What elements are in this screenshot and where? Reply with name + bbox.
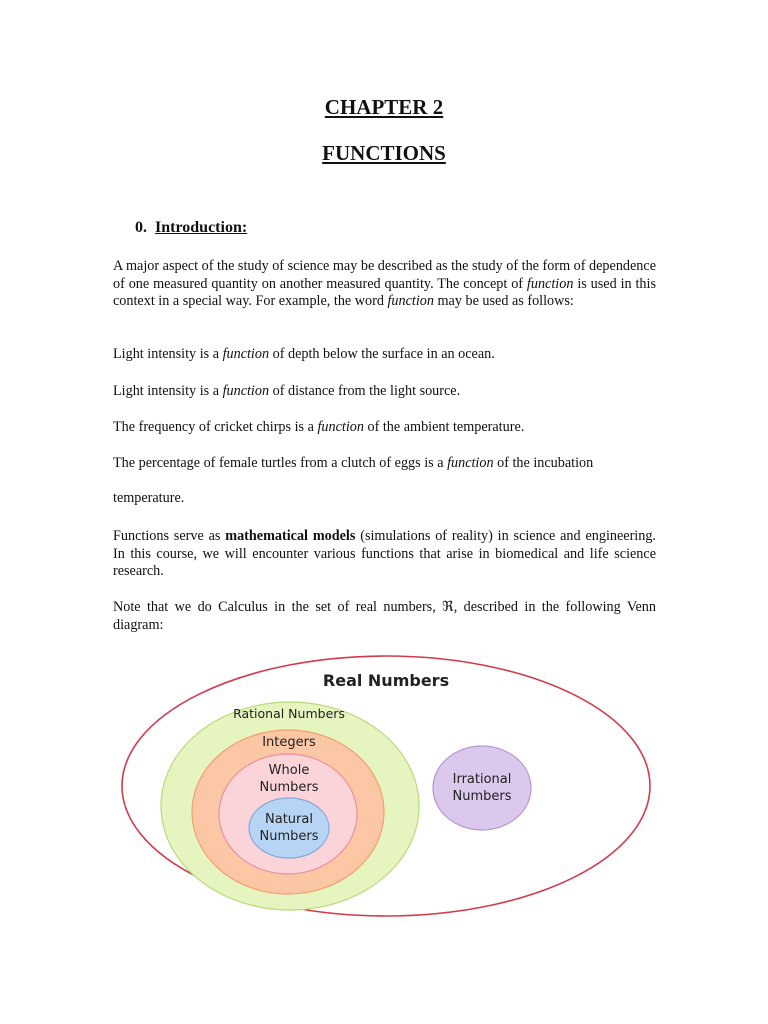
models-bold: mathematical models: [225, 528, 356, 544]
example-line-2: [113, 383, 460, 401]
integers-label: Integers: [262, 735, 316, 750]
example-text: of depth below the surface in an ocean.: [269, 346, 495, 362]
models-text-2: (simulations of reality) in science and engineering. In this course, we will encounter various functions that arise in biomedical and life science research.: [113, 528, 656, 580]
example-text: of distance from the light source.: [269, 383, 461, 399]
chapter-heading: CHAPTER 2: [324, 95, 444, 119]
natural-numbers-circle: [249, 798, 329, 858]
example-text: of the incubation: [493, 455, 594, 471]
intro-text-1: A major aspect of the study of science may be described as the study of the form of dependence of one measured quantity on another measured quantity. The concept of: [113, 258, 656, 292]
irrational-numbers-label-1: Irrational: [452, 772, 512, 787]
example-line-4-continued: temperature.: [113, 490, 185, 506]
example-text: Light intensity is a: [113, 346, 223, 362]
section-number: 0.: [135, 219, 147, 236]
example-emphasis: function: [222, 383, 270, 399]
example-text: Light intensity is a: [113, 383, 223, 399]
intro-paragraph: [113, 258, 656, 311]
irrational-numbers-circle: [433, 746, 531, 830]
chapter-title: FUNCTIONS: [322, 141, 446, 165]
rational-numbers-label: Rational Numbers: [233, 706, 345, 721]
note-paragraph: Note that we do Calculus in the set of real numbers, ℜ, described in the following Venn diagram:: [113, 599, 656, 633]
example-emphasis: function: [222, 346, 270, 362]
example-emphasis: function: [447, 455, 494, 471]
real-numbers-label: Real Numbers: [322, 671, 450, 690]
example-line-4: [113, 455, 593, 473]
example-text: The frequency of cricket chirps is a: [113, 419, 318, 435]
real-numbers-venn-diagram: [118, 652, 656, 920]
section-heading: [135, 219, 247, 237]
example-line-1: [113, 346, 495, 364]
example-text: The percentage of female turtles from a clutch of eggs is a: [113, 455, 448, 471]
intro-text-3: may be used as follows:: [433, 293, 574, 310]
section-label: Introduction:: [155, 219, 248, 236]
whole-numbers-label-1: Whole: [268, 763, 310, 778]
example-text: of the ambient temperature.: [363, 419, 525, 435]
intro-emphasis-1: function: [526, 275, 574, 292]
whole-numbers-label-2: Numbers: [259, 780, 319, 795]
natural-numbers-label-2: Numbers: [259, 829, 319, 844]
irrational-numbers-label-2: Numbers: [452, 789, 512, 804]
intro-text-2: is used in this context in a special way. For example, the word: [113, 275, 656, 310]
intro-emphasis-2: function: [387, 293, 434, 310]
example-emphasis: function: [317, 419, 364, 435]
natural-numbers-label-1: Natural: [265, 812, 313, 827]
example-line-3: [113, 419, 524, 437]
models-text-1: Functions serve as: [113, 528, 226, 544]
models-paragraph: [113, 528, 656, 581]
